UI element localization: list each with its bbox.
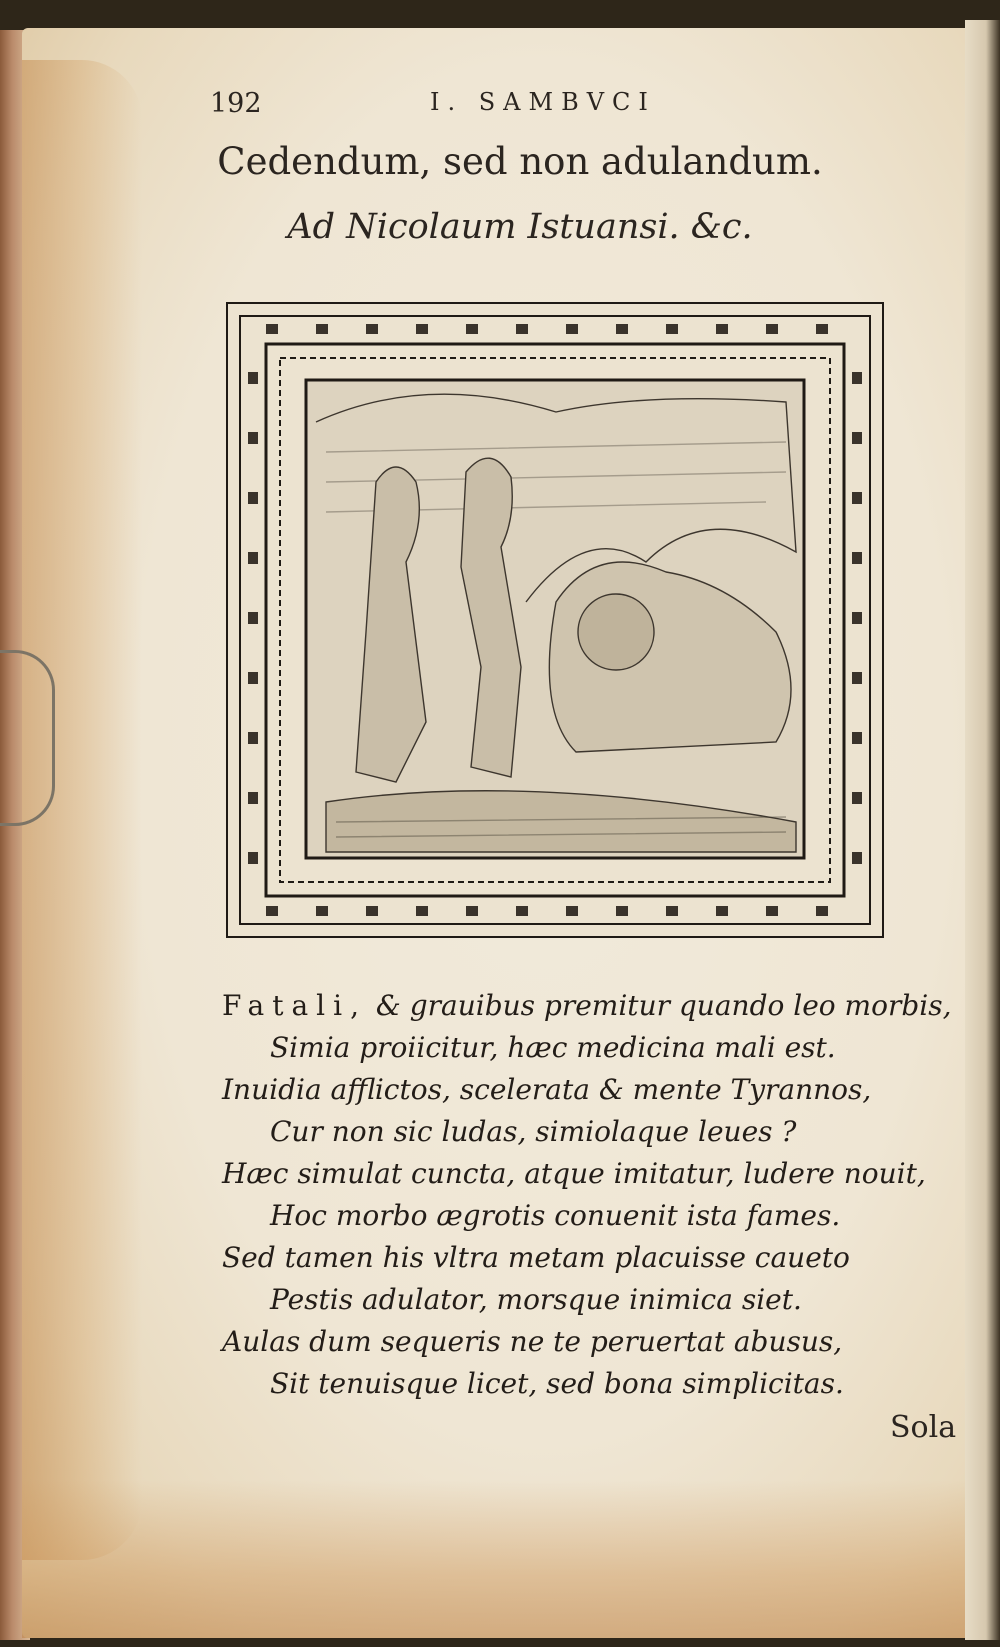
poem-line: Cur non sic ludas, simiolaque leues ?	[270, 1115, 797, 1148]
poem-line: Simia proiicitur, hæc medicina mali est.	[270, 1031, 836, 1064]
emblem-dedication: Ad Nicolaum Istuansi. &c.	[287, 207, 753, 247]
catchword: Sola	[890, 1410, 957, 1445]
poem-line	[222, 985, 952, 1027]
emblem-motto: Cedendum, sed non adulandum.	[217, 140, 823, 183]
poem-line: Inuidia afflictos, scelerata & mente Tyrannos,	[222, 1073, 872, 1106]
poem-line-rest: & grauibus premitur quando leo morbis,	[366, 989, 952, 1022]
poem-first-word: Fatali,	[222, 989, 367, 1022]
page-header	[210, 88, 890, 124]
page-number: 192	[210, 88, 262, 119]
poem-line: Hoc morbo ægrotis conuenit ista fames.	[270, 1199, 841, 1232]
poem	[222, 985, 952, 1405]
poem-line: Hæc simulat cuncta, atque imitatur, ludere nouit,	[222, 1157, 926, 1190]
poem-line: Pestis adulator, morsque inimica siet.	[270, 1283, 802, 1316]
poem-line: Sit tenuisque licet, sed bona simplicitas.	[270, 1367, 844, 1400]
emblem-woodcut-icon	[226, 302, 884, 938]
poem-line: Aulas dum sequeris ne te peruertat abusus,	[222, 1325, 843, 1358]
right-page-edge	[965, 20, 1000, 1640]
page-clip-icon	[0, 650, 55, 826]
running-head: I. SAMBVCI	[430, 88, 656, 116]
poem-line: Sed tamen his vltra metam placuisse caueto	[222, 1241, 850, 1274]
